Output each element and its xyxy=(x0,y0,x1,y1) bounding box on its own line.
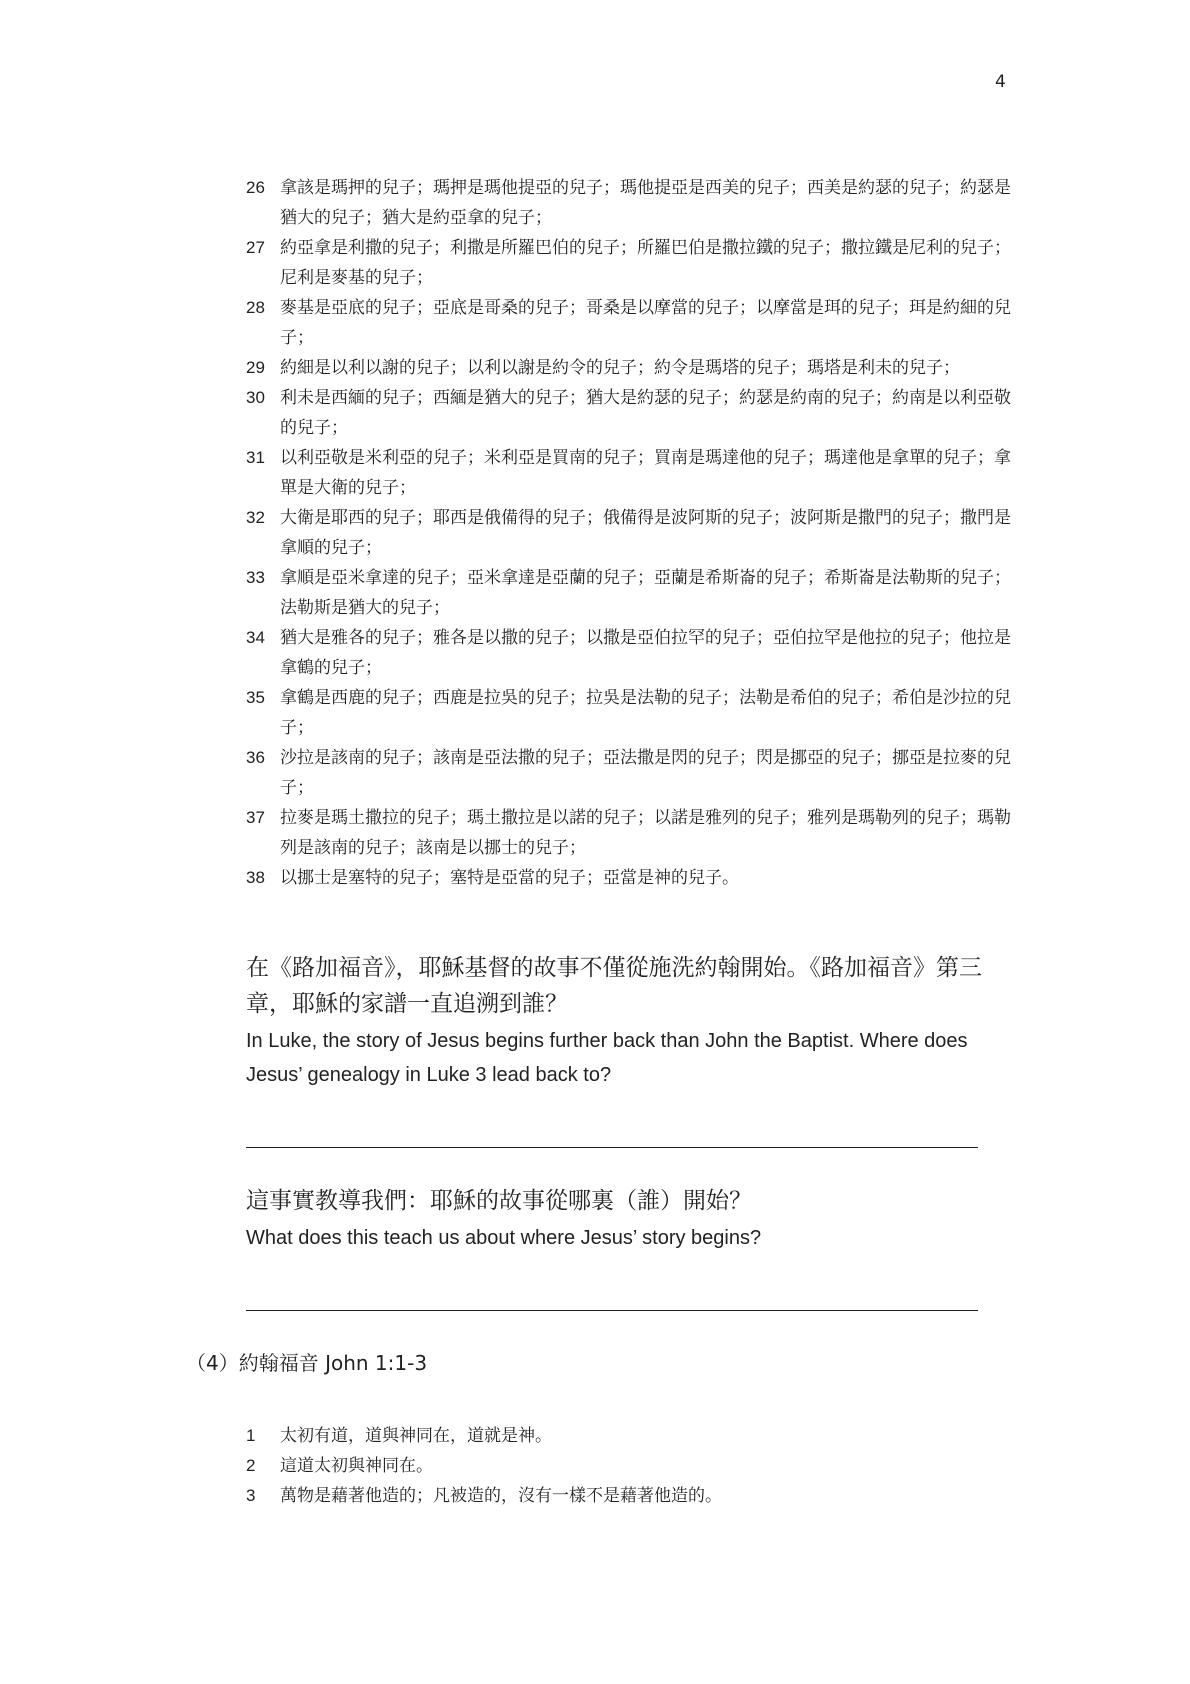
verse-text: 利未是西緬的兒子；西緬是猶大的兒子；猶大是約瑟的兒子；約瑟是約南的兒子；約南是以利亞敬的兒子； xyxy=(280,388,1011,438)
verse xyxy=(246,863,1016,893)
verse-number: 36 xyxy=(246,748,265,767)
verse xyxy=(246,623,1016,683)
question-2 xyxy=(246,1183,1016,1255)
john-verse-list xyxy=(246,1421,1016,1511)
verse-text: 以挪士是塞特的兒子；塞特是亞當的兒子；亞當是神的兒子。 xyxy=(280,868,739,888)
verse-text: 沙拉是該南的兒子；該南是亞法撒的兒子；亞法撒是閃的兒子；閃是挪亞的兒子；挪亞是拉麥的兒子； xyxy=(280,748,1011,798)
verse-text: 拿該是瑪押的兒子；瑪押是瑪他提亞的兒子；瑪他提亞是西美的兒子；西美是約瑟的兒子；約瑟是猶大的兒子；猶大是約亞拿的兒子； xyxy=(280,178,1011,228)
verse-text: 太初有道，道與神同在，道就是神。 xyxy=(280,1426,552,1446)
verse-number: 28 xyxy=(246,298,265,317)
verse-number: 34 xyxy=(246,628,265,647)
verse-number: 26 xyxy=(246,178,265,197)
verse xyxy=(246,743,1016,803)
verse-number: 37 xyxy=(246,808,265,827)
luke-verse-list xyxy=(246,173,1016,893)
verse-number: 30 xyxy=(246,388,265,407)
verse xyxy=(246,383,1016,443)
verse-number: 29 xyxy=(246,358,265,377)
verse-number: 35 xyxy=(246,688,265,707)
verse-text: 拿鶴是西鹿的兒子；西鹿是拉吳的兒子；拉吳是法勒的兒子；法勒是希伯的兒子；希伯是沙拉的兒子； xyxy=(280,688,1011,738)
verse-number: 38 xyxy=(246,868,265,887)
verse-text: 這道太初與神同在。 xyxy=(280,1456,433,1476)
verse xyxy=(246,233,1016,293)
verse-text: 麥基是亞底的兒子；亞底是哥桑的兒子；哥桑是以摩當的兒子；以摩當是珥的兒子；珥是約細的兒子； xyxy=(280,298,1011,348)
verse-number: 2 xyxy=(246,1456,256,1475)
question-1 xyxy=(246,950,1016,1092)
verse-number: 1 xyxy=(246,1426,256,1445)
verse xyxy=(246,683,1016,743)
verse xyxy=(246,293,1016,353)
page-number: 4 xyxy=(995,72,1006,92)
verse-number: 31 xyxy=(246,448,265,467)
verse xyxy=(246,1481,1016,1511)
answer-line-2[interactable] xyxy=(246,1310,978,1311)
verse-number: 27 xyxy=(246,238,265,257)
verse xyxy=(246,1451,1016,1481)
verse-text: 猶大是雅各的兒子；雅各是以撒的兒子；以撒是亞伯拉罕的兒子；亞伯拉罕是他拉的兒子；他拉是拿鶴的兒子； xyxy=(280,628,1011,678)
verse-text: 萬物是藉著他造的；凡被造的，沒有一樣不是藉著他造的。 xyxy=(280,1486,722,1506)
verse-text: 拿順是亞米拿達的兒子；亞米拿達是亞蘭的兒子；亞蘭是希斯崙的兒子；希斯崙是法勒斯的兒子；法勒斯是猶大的兒子； xyxy=(280,568,1011,618)
verse-text: 約亞拿是利撒的兒子；利撒是所羅巴伯的兒子；所羅巴伯是撒拉鐵的兒子；撒拉鐵是尼利的兒子；尼利是麥基的兒子； xyxy=(280,238,1011,288)
verse xyxy=(246,443,1016,503)
verse xyxy=(246,563,1016,623)
verse-text: 約細是以利以謝的兒子；以利以謝是約令的兒子；約令是瑪塔的兒子；瑪塔是利未的兒子； xyxy=(280,358,960,378)
section-4-heading: （4）約翰福音 John 1:1-3 xyxy=(186,1351,428,1375)
question-1-english: In Luke, the story of Jesus begins further back than John the Baptist. Where does Jesus’ genealogy in Luke 3 lead back to? xyxy=(246,1030,968,1086)
verse-number: 33 xyxy=(246,568,265,587)
verse xyxy=(246,503,1016,563)
verse xyxy=(246,173,1016,233)
verse-text: 以利亞敬是米利亞的兒子；米利亞是買南的兒子；買南是瑪達他的兒子；瑪達他是拿單的兒子；拿單是大衛的兒子； xyxy=(280,448,1011,498)
question-2-chinese: 這事實教導我們：耶穌的故事從哪裏（誰）開始？ xyxy=(246,1188,752,1214)
verse xyxy=(246,353,1016,383)
verse-number: 32 xyxy=(246,508,265,527)
verse-number: 3 xyxy=(246,1486,256,1505)
verse-text: 拉麥是瑪土撒拉的兒子；瑪土撒拉是以諾的兒子；以諾是雅列的兒子；雅列是瑪勒列的兒子；瑪勒列是該南的兒子；該南是以挪士的兒子； xyxy=(280,808,1011,858)
verse xyxy=(246,1421,1016,1451)
question-2-english: What does this teach us about where Jesus’ story begins? xyxy=(246,1227,762,1249)
verse xyxy=(246,803,1016,863)
answer-line-1[interactable] xyxy=(246,1147,978,1148)
verse-text: 大衛是耶西的兒子；耶西是俄備得的兒子；俄備得是波阿斯的兒子；波阿斯是撒門的兒子；撒門是拿順的兒子； xyxy=(280,508,1011,558)
question-1-chinese: 在《路加福音》，耶穌基督的故事不僅從施洗約翰開始。《路加福音》第三章，耶穌的家譜一直追溯到誰？ xyxy=(246,955,982,1017)
